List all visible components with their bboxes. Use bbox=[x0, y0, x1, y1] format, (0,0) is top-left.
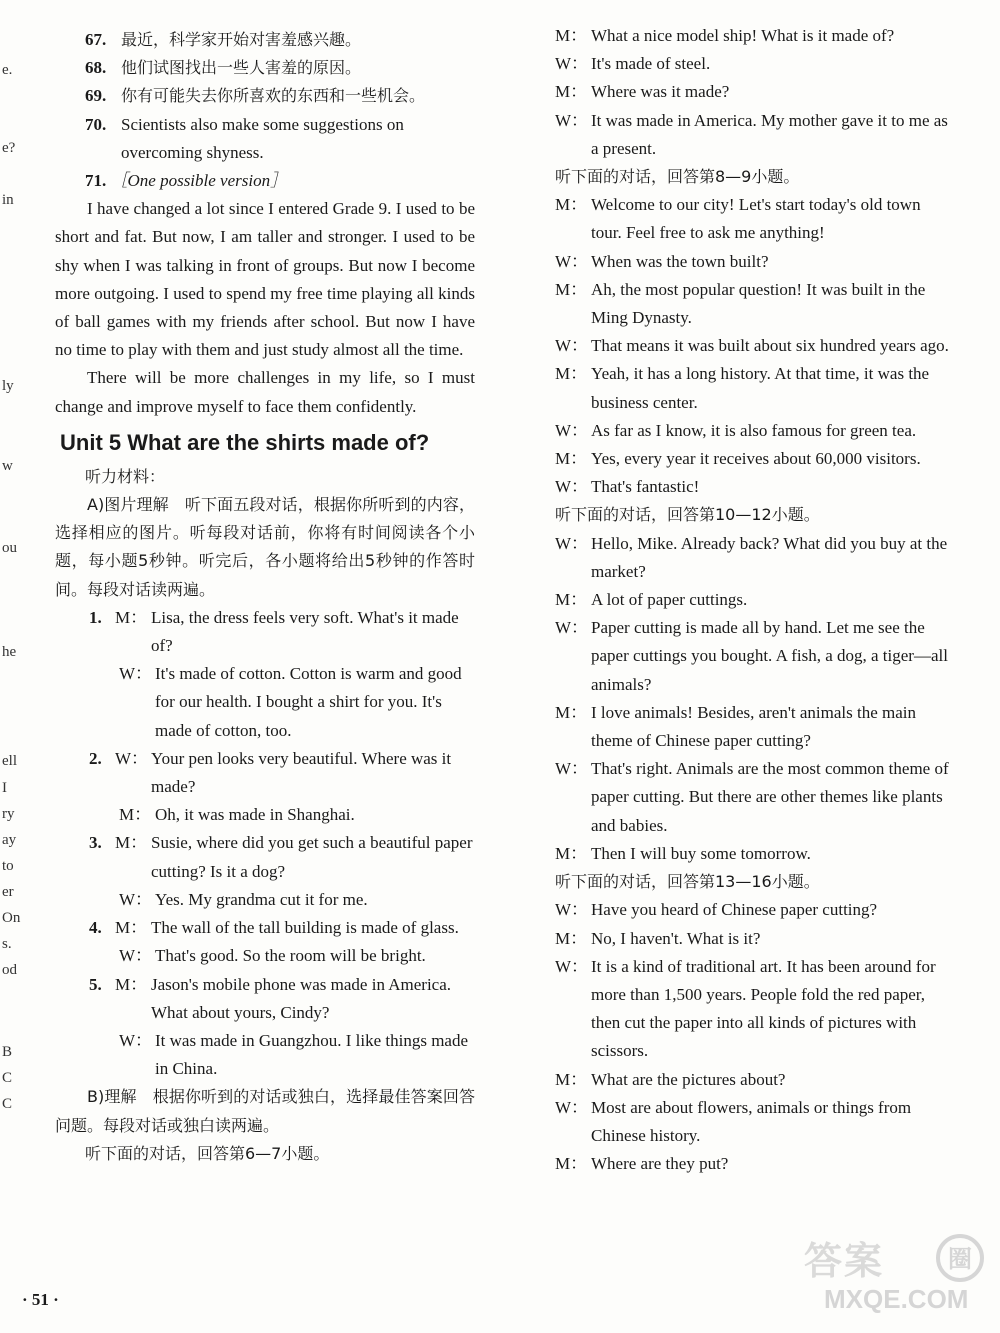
speaker-label: M： bbox=[555, 928, 588, 948]
item-number: 71. bbox=[85, 171, 107, 191]
dialogue-text: Yes, every year it receives about 60,000 visitors. bbox=[591, 449, 921, 469]
dialogue-number: 1. bbox=[89, 607, 102, 627]
dialogue-line bbox=[555, 473, 950, 501]
speaker-label: M： bbox=[115, 974, 148, 994]
dialogue-text: Welcome to our city! Let's start today's old town tour. Feel free to ask me anything! bbox=[591, 195, 921, 243]
dialogue-line bbox=[555, 248, 950, 276]
dialogue-line bbox=[555, 360, 950, 416]
dialogue-line bbox=[555, 530, 950, 586]
dialogue-text: It's made of cotton. Cotton is warm and good for our health. I bought a shirt for you. It's made of cotton, too. bbox=[155, 664, 462, 740]
dialogue-line bbox=[555, 276, 950, 332]
essay-paragraph-2: There will be more challenges in my life, so I must change and improve myself to face them confidently. bbox=[55, 368, 475, 416]
adjacent-page-edge bbox=[0, 0, 32, 1333]
dialogue-text: What a nice model ship! What is it made of? bbox=[591, 26, 895, 45]
speaker-label: W： bbox=[555, 110, 589, 130]
dialogue-text: A lot of paper cuttings. bbox=[591, 590, 748, 610]
speaker-label: M： bbox=[115, 833, 148, 853]
dialogue-text: Paper cutting is made all by hand. Let me see the paper cuttings you bought. A fish, a dog, a tiger—all animals? bbox=[591, 618, 948, 694]
dialogue-text: As far as I know, it is also famous for green tea. bbox=[591, 420, 917, 440]
dialogue-text: That's good. So the room will be bright. bbox=[155, 946, 426, 966]
dialogue-text: It was made in America. My mother gave it to me as a present. bbox=[591, 110, 948, 158]
dialogue-text: That means it was built about six hundred years ago. bbox=[591, 336, 949, 356]
dialogue-line bbox=[55, 829, 475, 885]
dialogue-text: I love animals! Besides, aren't animals the main theme of Chinese paper cutting? bbox=[591, 702, 917, 751]
question-range-heading: 听下面的对话，回答第8—9小题。 bbox=[555, 167, 800, 187]
dialogue-line bbox=[555, 896, 950, 924]
dialogue-line bbox=[555, 755, 950, 840]
dialogue-text: It's made of steel. bbox=[591, 54, 711, 74]
watermark-circle-char: 圈 bbox=[948, 1245, 972, 1273]
dialogue-line bbox=[555, 50, 950, 78]
dialogue-line bbox=[55, 914, 475, 942]
speaker-label: M： bbox=[555, 702, 588, 722]
section-b-instructions: B)理解 根据你听到的对话或独白，选择最佳答案回答问题。每段对话或独白读两遍。 bbox=[55, 1087, 475, 1135]
edge-fragment: ou bbox=[2, 540, 17, 556]
speaker-label: W： bbox=[119, 664, 153, 684]
edge-fragment: e? bbox=[2, 140, 16, 156]
edge-fragment: B bbox=[2, 1044, 13, 1060]
dialogue-line bbox=[55, 801, 475, 829]
speaker-label: M： bbox=[115, 918, 148, 938]
edge-fragment: ay bbox=[2, 832, 17, 848]
dialogue-line bbox=[55, 971, 475, 1027]
edge-fragment: s. bbox=[2, 936, 12, 952]
answer-item bbox=[55, 26, 475, 54]
dialogue-line bbox=[555, 1066, 950, 1094]
speaker-label: W： bbox=[555, 54, 589, 74]
edge-fragment: ell bbox=[2, 753, 17, 769]
dialogue-line bbox=[555, 191, 950, 247]
dialogue-text: When was the town built? bbox=[591, 251, 769, 271]
dialogue-text: Lisa, the dress feels very soft. What's it made of? bbox=[151, 607, 459, 656]
dialogue-number: 3. bbox=[89, 833, 102, 853]
left-column bbox=[55, 26, 475, 1168]
speaker-label: W： bbox=[555, 759, 589, 779]
dialogue-text: Where was it made? bbox=[591, 82, 730, 102]
edge-fragment: I bbox=[2, 780, 7, 796]
speaker-label: W： bbox=[119, 889, 153, 909]
item-text: Scientists also make some suggestions on overcoming shyness. bbox=[121, 114, 404, 162]
edge-fragment: er bbox=[2, 884, 14, 900]
edge-fragment: ly bbox=[2, 378, 14, 394]
speaker-label: W： bbox=[115, 748, 149, 768]
edge-fragment: e. bbox=[2, 62, 13, 78]
speaker-label: W： bbox=[555, 533, 589, 553]
question-range-heading: 听下面的对话，回答第10—12小题。 bbox=[555, 505, 820, 525]
speaker-label: M： bbox=[119, 805, 152, 825]
answer-item bbox=[55, 82, 475, 110]
item-text: 他们试图找出一些人害羞的原因。 bbox=[121, 58, 362, 78]
dialogue-text: Yeah, it has a long history. At that time, it was the business center. bbox=[591, 364, 930, 412]
dialogue-text: Oh, it was made in Shanghai. bbox=[155, 805, 355, 825]
dialogue-line bbox=[55, 1027, 475, 1083]
dialogue-text: Where are they put? bbox=[591, 1154, 729, 1174]
dialogue-line bbox=[55, 745, 475, 801]
speaker-label: W： bbox=[555, 251, 589, 271]
dialogue-text: The wall of the tall building is made of glass. bbox=[151, 918, 459, 938]
speaker-label: W： bbox=[555, 477, 589, 497]
question-range-heading: 听下面的对话，回答第13—16小题。 bbox=[555, 872, 820, 892]
unit-title: Unit 5 What are the shirts made of? bbox=[60, 429, 430, 455]
speaker-label: M： bbox=[555, 449, 588, 469]
listening-heading: 听力材料： bbox=[85, 466, 166, 486]
speaker-label: W： bbox=[555, 956, 589, 976]
speaker-label: M： bbox=[115, 607, 148, 627]
speaker-label: W： bbox=[555, 1097, 589, 1117]
speaker-label: M： bbox=[555, 364, 588, 384]
dialogue-list bbox=[55, 604, 475, 1083]
dialogue-line bbox=[555, 953, 950, 1066]
item-text: 你有可能失去你所喜欢的东西和一些机会。 bbox=[121, 86, 426, 106]
speaker-label: M： bbox=[555, 82, 588, 102]
dialogue-text: What are the pictures about? bbox=[591, 1069, 786, 1089]
speaker-label: M： bbox=[555, 279, 588, 299]
dialogue-text: Most are about flowers, animals or things from Chinese history. bbox=[591, 1097, 912, 1145]
dialogue-line bbox=[555, 614, 950, 699]
speaker-label: M： bbox=[555, 1154, 588, 1174]
dialogue-text: Then I will buy some tomorrow. bbox=[591, 843, 811, 863]
answer-item bbox=[55, 54, 475, 82]
dialogue-line bbox=[555, 1094, 950, 1150]
speaker-label: W： bbox=[555, 900, 589, 920]
dialogue-number: 4. bbox=[89, 918, 102, 938]
dialogue-text: That's right. Animals are the most common theme of paper cutting. But there are other themes like plants and babies. bbox=[591, 759, 949, 835]
edge-fragment: w bbox=[2, 458, 13, 474]
right-column bbox=[555, 22, 950, 1178]
dialogue-line bbox=[555, 586, 950, 614]
answer-item bbox=[55, 111, 475, 167]
speaker-label: W： bbox=[555, 618, 589, 638]
dialogue-line bbox=[555, 332, 950, 360]
dialogue-line bbox=[555, 925, 950, 953]
dialogue-line bbox=[55, 660, 475, 745]
page-number: · 51 · bbox=[22, 1290, 59, 1309]
dialogue-number: 5. bbox=[89, 974, 102, 994]
dialogue-line bbox=[55, 604, 475, 660]
speaker-label: M： bbox=[555, 843, 588, 863]
item-number: 69. bbox=[85, 86, 107, 106]
dialogue-text: Your pen looks very beautiful. Where was it made? bbox=[151, 748, 452, 797]
dialogue-text: Hello, Mike. Already back? What did you buy at the market? bbox=[591, 533, 948, 581]
section-b-question-range: 听下面的对话，回答第6—7小题。 bbox=[85, 1143, 330, 1163]
dialogue-text: It is a kind of traditional art. It has been around for more than 1,500 years. People fold the red paper, then cut the paper into all kinds of pictures with scissors. bbox=[591, 956, 936, 1061]
speaker-label: M： bbox=[555, 1069, 588, 1089]
version-label: ［One possible version］ bbox=[110, 171, 288, 191]
speaker-label: M： bbox=[555, 195, 588, 215]
item-number: 68. bbox=[85, 58, 107, 78]
dialogue-line bbox=[555, 840, 950, 868]
dialogue-line bbox=[555, 1150, 950, 1178]
watermark-site: MXQE.COM bbox=[824, 1284, 969, 1314]
edge-fragment: in bbox=[2, 192, 14, 208]
section-a-instructions: A)图片理解 听下面五段对话，根据你所听到的内容，选择相应的图片。听每段对话前，你将有时间阅读各个小题，每小题5秒钟。听完后，各小题将给出5秒钟的作答时间。每段对话读两遍。 bbox=[55, 495, 475, 599]
speaker-label: W： bbox=[119, 1030, 153, 1050]
dialogue-text: Yes. My grandma cut it for me. bbox=[155, 889, 368, 909]
dialogue-line bbox=[555, 699, 950, 755]
dialogue-line bbox=[55, 886, 475, 914]
dialogue-line bbox=[55, 942, 475, 970]
watermark bbox=[802, 1230, 992, 1325]
dialogue-line bbox=[555, 445, 950, 473]
dialogue-text: It was made in Guangzhou. I like things made in China. bbox=[155, 1030, 469, 1079]
speaker-label: M： bbox=[555, 590, 588, 610]
edge-fragment: C bbox=[2, 1096, 13, 1112]
dialogue-line bbox=[555, 78, 950, 106]
speaker-label: W： bbox=[119, 946, 153, 966]
essay-paragraph-1: I have changed a lot since I entered Grade 9. I used to be short and fat. But now, I am taller and stronger. I used to be shy when I was talking in front of groups. But now I become more outgoing. I used to spend my free time playing all kinds of ball games with my friends after school. But now I have no time to play with them and just study almost all the time. bbox=[55, 199, 475, 360]
edge-fragment: On bbox=[2, 910, 21, 926]
dialogue-text: Susie, where did you get such a beautiful paper cutting? Is it a dog? bbox=[151, 833, 473, 881]
dialogue-line bbox=[555, 107, 950, 163]
speaker-label: W： bbox=[555, 336, 589, 356]
item-text: 最近，科学家开始对害羞感兴趣。 bbox=[121, 30, 362, 49]
dialogue-line bbox=[555, 417, 950, 445]
dialogue-number: 2. bbox=[89, 748, 102, 768]
dialogue-text: Have you heard of Chinese paper cutting? bbox=[591, 900, 878, 920]
dialogue-text: That's fantastic! bbox=[591, 477, 700, 497]
dialogue-text: Jason's mobile phone was made in America. What about yours, Cindy? bbox=[151, 974, 452, 1022]
edge-fragment: C bbox=[2, 1070, 13, 1086]
watermark-brand: 答案 bbox=[804, 1239, 885, 1283]
speaker-label: W： bbox=[555, 420, 589, 440]
edge-fragment: to bbox=[2, 858, 14, 874]
dialogue-text: No, I haven't. What is it? bbox=[591, 928, 761, 948]
item-number: 67. bbox=[85, 30, 107, 49]
edge-fragment: ry bbox=[2, 806, 15, 822]
item-71 bbox=[55, 167, 475, 195]
watermark-circle-icon bbox=[934, 1232, 986, 1284]
dialogue-line bbox=[555, 22, 950, 50]
speaker-label: M： bbox=[555, 26, 588, 45]
item-number: 70. bbox=[85, 114, 107, 134]
dialogue-text: Ah, the most popular question! It was built in the Ming Dynasty. bbox=[591, 279, 926, 328]
edge-fragment: he bbox=[2, 644, 17, 660]
edge-fragment: od bbox=[2, 962, 17, 978]
